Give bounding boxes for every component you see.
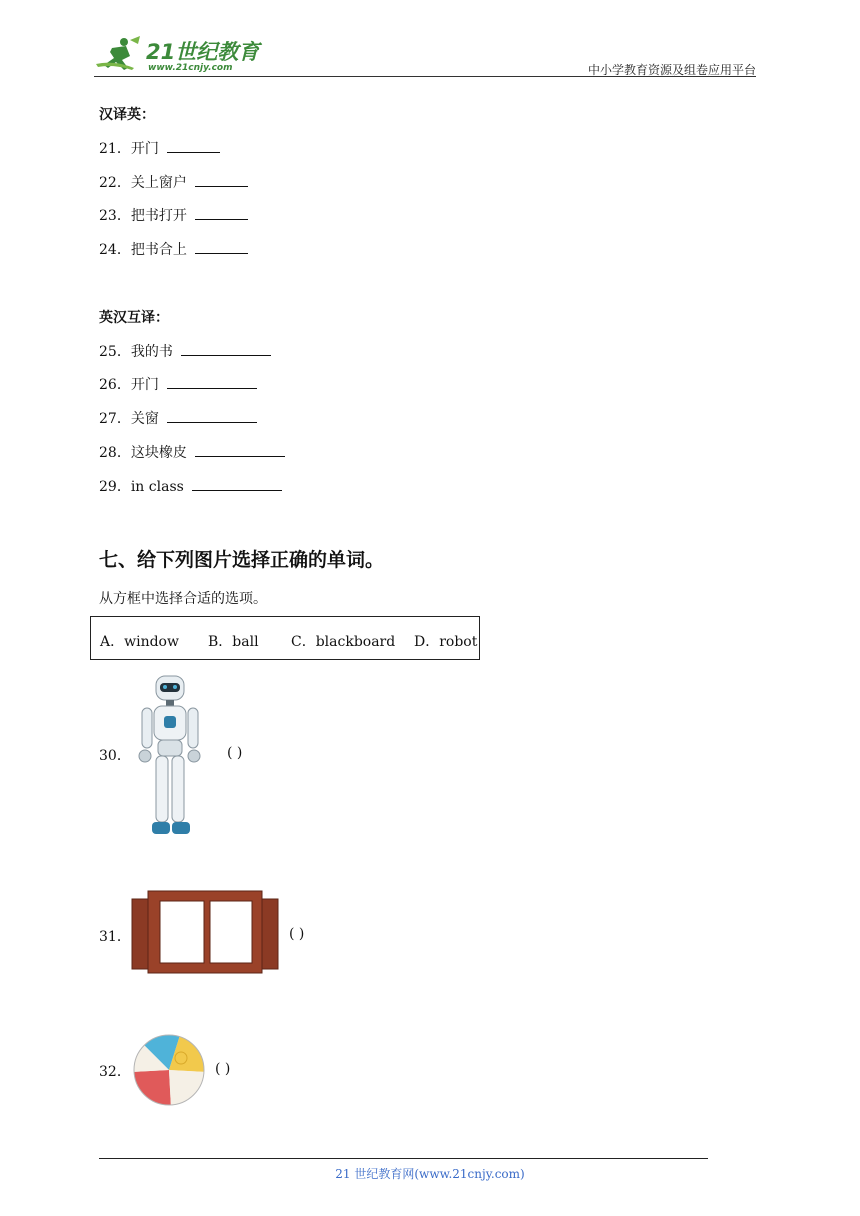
- options-box: [90, 616, 480, 660]
- site-logo: [94, 34, 264, 78]
- question-22: [99, 174, 248, 192]
- answer-blank[interactable]: [195, 174, 248, 187]
- option-a: A．window: [100, 634, 179, 650]
- answer-paren-32[interactable]: ( ): [215, 1061, 231, 1077]
- answer-blank[interactable]: [195, 207, 248, 220]
- question-number: 29．: [99, 479, 131, 495]
- question-number: 25．: [99, 344, 131, 360]
- answer-blank[interactable]: [195, 241, 248, 254]
- answer-paren-30[interactable]: ( ): [227, 745, 243, 761]
- question-26: [99, 376, 257, 394]
- question-29: [99, 478, 282, 496]
- question-21: [99, 140, 220, 158]
- question-number: 27．: [99, 411, 131, 427]
- answer-blank[interactable]: [181, 343, 271, 356]
- question-text: 关窗: [130, 411, 159, 427]
- question-text: in class: [130, 479, 184, 495]
- question-text: 我的书: [130, 344, 173, 360]
- question-text: 把书打开: [130, 208, 187, 224]
- question-text: 这块橡皮: [130, 445, 187, 461]
- question-32-number: 32．: [99, 1064, 131, 1080]
- answer-blank[interactable]: [195, 444, 285, 457]
- answer-blank[interactable]: [167, 376, 257, 389]
- robot-image: [134, 674, 206, 838]
- header-platform-text: 中小学教育资源及组卷应用平台: [587, 63, 756, 77]
- option-c: C．blackboard: [291, 634, 396, 650]
- logo-main-text: 21世纪教育: [146, 40, 260, 64]
- section-heading: 七、给下列图片选择正确的单词。: [99, 549, 385, 571]
- option-b: B．ball: [208, 634, 259, 650]
- question-28: [99, 444, 285, 462]
- question-27: [99, 410, 257, 428]
- window-image: [130, 889, 280, 975]
- question-25: [99, 343, 271, 361]
- answer-blank[interactable]: [167, 140, 220, 153]
- answer-blank[interactable]: [167, 410, 257, 423]
- section-title-mutual: 英汉互译：: [99, 310, 169, 326]
- question-30-number: 30．: [99, 748, 131, 764]
- footer-divider: [99, 1158, 708, 1159]
- header-divider: [94, 76, 756, 77]
- question-number: 24．: [99, 242, 131, 258]
- question-text: 开门: [130, 377, 159, 393]
- question-text: 关上窗户: [130, 175, 187, 191]
- question-23: [99, 207, 248, 225]
- question-31-number: 31．: [99, 929, 131, 945]
- logo-sub-text: www.21cnjy.com: [148, 63, 233, 73]
- section-title-c2e: 汉译英：: [99, 107, 155, 123]
- question-number: 22．: [99, 175, 131, 191]
- ball-image: [131, 1032, 207, 1108]
- question-number: 21．: [99, 141, 131, 157]
- question-number: 26．: [99, 377, 131, 393]
- footer-link[interactable]: 21 世纪教育网(www.21cnjy.com): [335, 1167, 525, 1181]
- question-text: 开门: [130, 141, 159, 157]
- question-24: [99, 241, 248, 259]
- question-text: 把书合上: [130, 242, 187, 258]
- answer-paren-31[interactable]: ( ): [289, 926, 305, 942]
- answer-blank[interactable]: [192, 478, 282, 491]
- option-d: D．robot: [414, 634, 478, 650]
- question-number: 28．: [99, 445, 131, 461]
- question-number: 23．: [99, 208, 131, 224]
- instruction-text: 从方框中选择合适的选项。: [99, 591, 267, 607]
